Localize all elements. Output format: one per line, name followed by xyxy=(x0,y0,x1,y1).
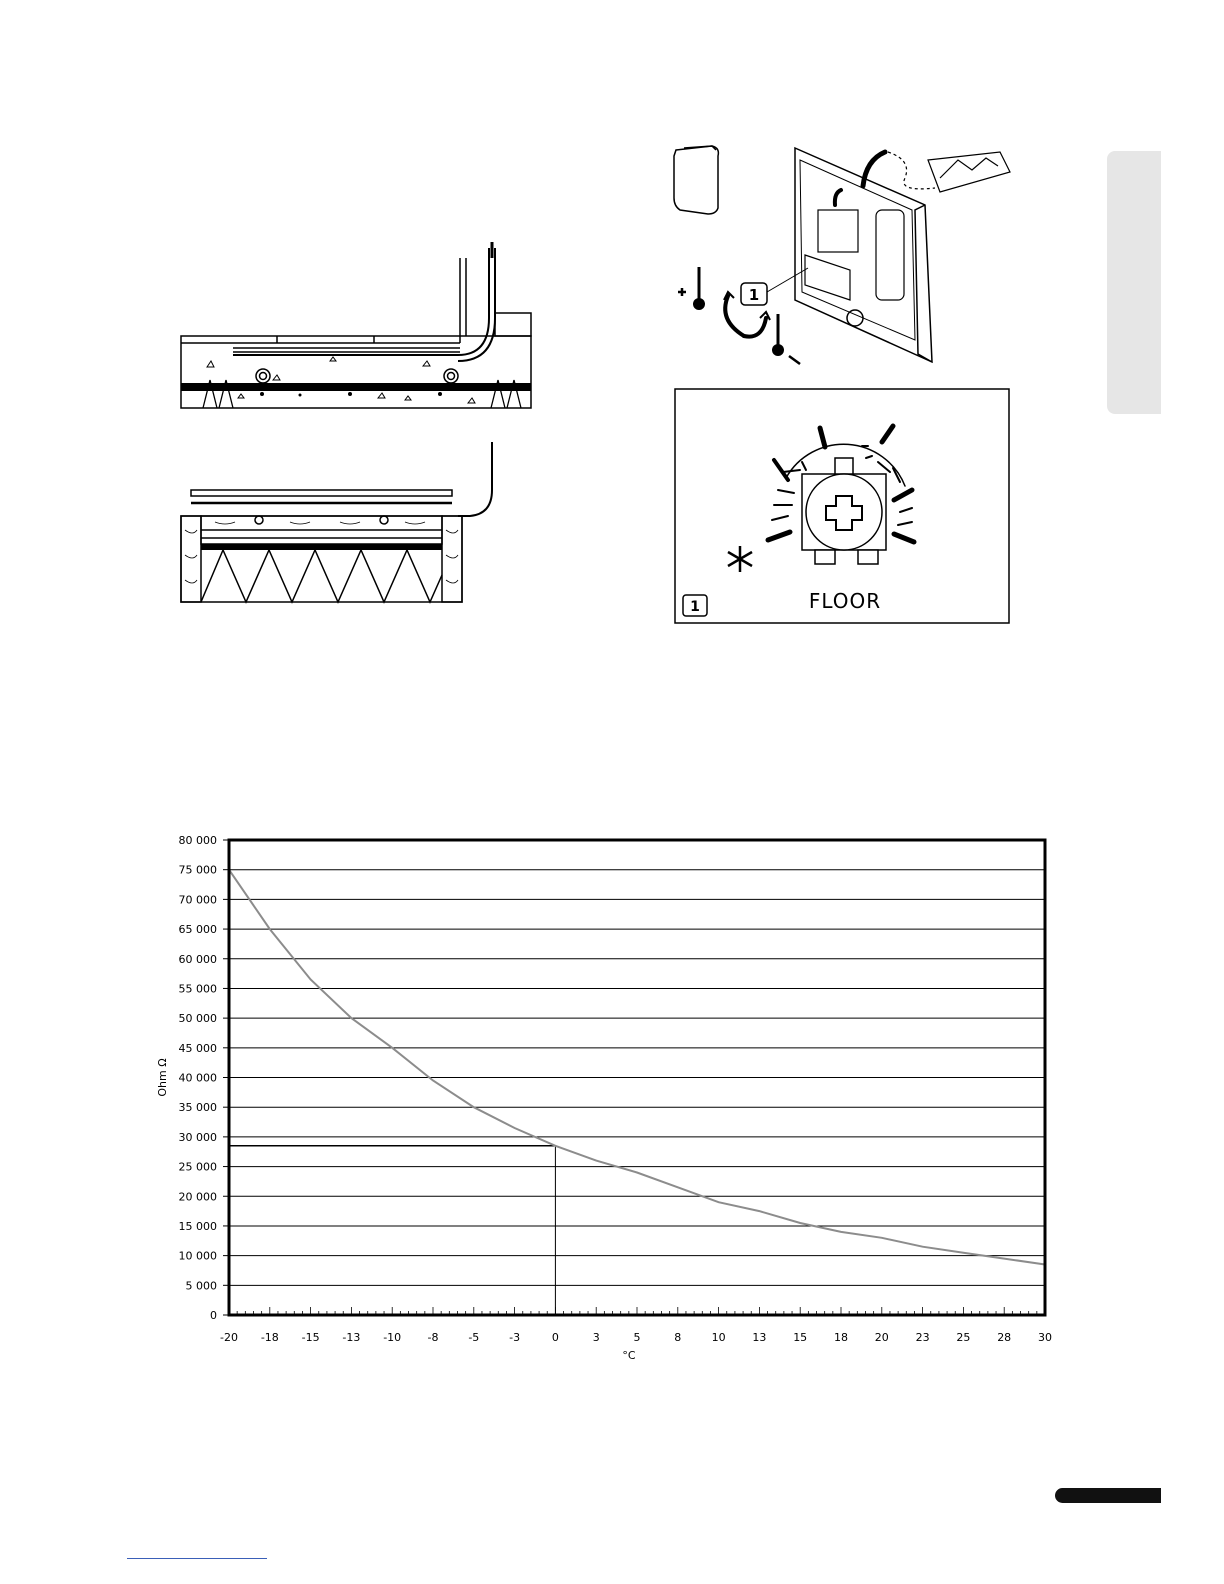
x-tick-label: -20 xyxy=(220,1331,238,1344)
y-tick-label: 55 000 xyxy=(178,982,217,996)
x-tick-label: -13 xyxy=(342,1331,361,1344)
x-tick-label: 5 xyxy=(633,1331,641,1344)
x-tick-label: -8 xyxy=(427,1331,439,1344)
y-tick-label: 45 000 xyxy=(178,1041,217,1055)
y-tick-label: 10 000 xyxy=(178,1249,217,1263)
y-tick-label: 0 xyxy=(210,1309,217,1322)
thermometer-minus-icon xyxy=(772,314,800,364)
reference-lines xyxy=(229,1146,555,1315)
y-tick-label: 65 000 xyxy=(178,923,217,937)
x-tick-label: 10 xyxy=(711,1331,726,1344)
x-tick-label: -5 xyxy=(468,1331,480,1344)
dial-step-badge xyxy=(683,595,707,616)
y-tick-label: 15 000 xyxy=(178,1219,217,1233)
x-tick-label: 3 xyxy=(592,1331,600,1344)
x-tick-label: 23 xyxy=(915,1331,930,1344)
x-axis-label: °C xyxy=(622,1349,636,1362)
x-tick-label: 8 xyxy=(674,1331,682,1344)
x-tick-label: 30 xyxy=(1038,1331,1052,1344)
concrete-floor-section-illustration xyxy=(181,242,531,408)
y-axis-label: Ohm Ω xyxy=(156,1058,169,1097)
svg-text:1: 1 xyxy=(748,286,760,304)
x-tick-label: 25 xyxy=(956,1331,971,1344)
x-tick-label: -10 xyxy=(383,1331,402,1344)
y-tick-label: 80 000 xyxy=(178,834,217,847)
y-tick-label: 5 000 xyxy=(185,1279,217,1293)
thermostat-installation-illustration xyxy=(674,146,1010,362)
x-tick-label: -15 xyxy=(301,1331,320,1344)
step-badge xyxy=(741,283,767,305)
y-tick-label: 35 000 xyxy=(178,1101,217,1115)
installation-illustrations xyxy=(0,0,1224,700)
x-tick-labels xyxy=(220,1331,1052,1344)
x-tick-label: 0 xyxy=(551,1331,559,1344)
y-tick-label: 40 000 xyxy=(178,1071,217,1085)
chart-grid xyxy=(223,840,1045,1315)
dial-label: FLOOR xyxy=(808,589,882,613)
x-tick-label: 28 xyxy=(997,1331,1012,1344)
y-tick-labels xyxy=(179,834,218,1322)
y-tick-label: 25 000 xyxy=(178,1160,217,1174)
y-tick-label: 50 000 xyxy=(178,1012,217,1026)
wooden-floor-section-illustration xyxy=(181,442,492,602)
page-number-tab xyxy=(1055,1488,1161,1503)
y-tick-label: 75 000 xyxy=(178,863,217,877)
footer-rule xyxy=(127,1558,267,1559)
x-tick-label: -3 xyxy=(509,1331,521,1344)
x-tick-label: -18 xyxy=(260,1331,279,1344)
x-tick-label: 13 xyxy=(752,1331,767,1344)
svg-text:1: 1 xyxy=(690,599,700,615)
y-tick-label: 60 000 xyxy=(178,952,217,966)
x-tick-label: 18 xyxy=(834,1331,848,1344)
thermometer-plus-icon xyxy=(678,267,705,310)
y-tick-label: 70 000 xyxy=(178,893,217,907)
y-tick-label: 30 000 xyxy=(178,1130,217,1144)
floor-dial-illustration xyxy=(675,389,1009,623)
y-tick-label: 20 000 xyxy=(178,1190,217,1204)
x-tick-label: 15 xyxy=(793,1331,808,1344)
x-tick-label: 20 xyxy=(874,1331,889,1344)
resistance-chart xyxy=(130,825,1070,1370)
